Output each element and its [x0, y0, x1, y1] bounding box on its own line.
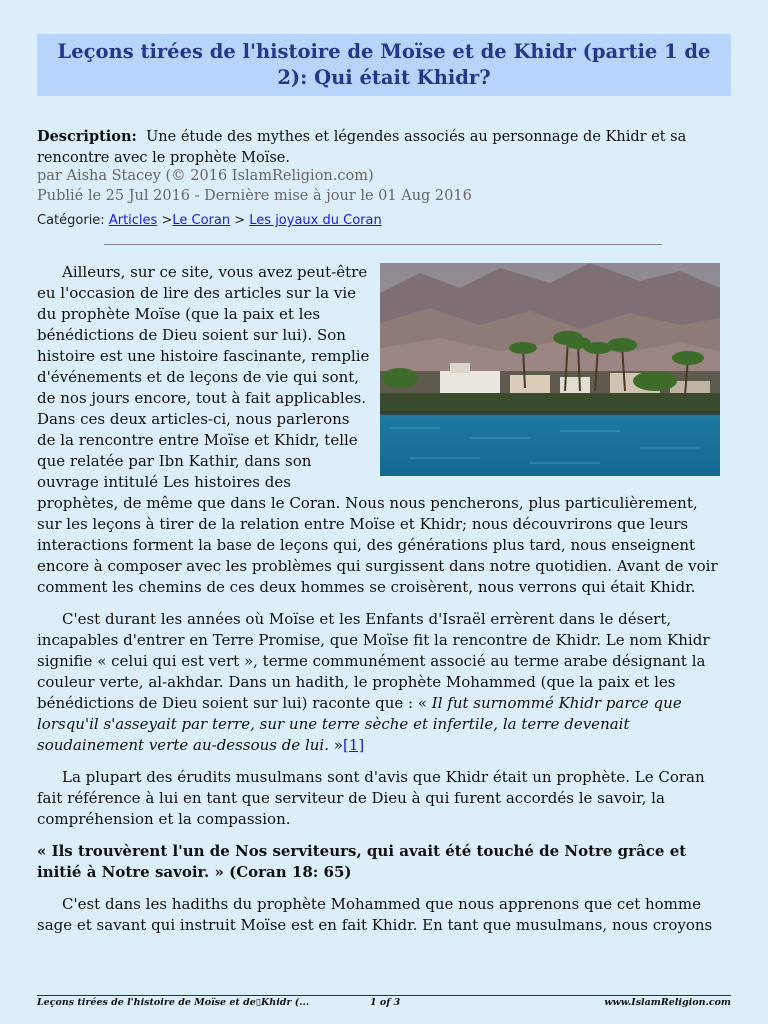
title-banner [37, 34, 731, 96]
category-label: Catégorie: [37, 213, 105, 228]
description-text: Une étude des mythes et légendes associés au personnage de Khidr et sa rencontre avec le prophète Moïse. [37, 129, 687, 166]
paragraph-1: Ailleurs, sur ce site, vous avez peut-être eu l'occasion de lire des articles sur la vie du prophète Moïse (que la paix et les bénédictions de Dieu soient sur lui). Son histoire est une histoire fascinante, remplie d'événements et de leçons de vie qui sont, de nos jours encore, tout à fait applicables. Dans ces deux articles-ci, nous parlerons de la rencontre entre Moïse et Khidr, telle que relatée par Ibn Kathir, dans son ouvrage intitulé Les histoires des prophètes, de même que dans le Coran. Nous nous pencherons, plus particulièrement, sur les leçons à tirer de la relation entre Moïse et Khidr; nous découvrirons que leurs interactions forment la base de leçons qui, des générations plus tard, nous enseignent encore à composer avec les problèmes qui surgissent dans notre quotidien. Avant de voir comment les chemins de ces deux hommes se croisèrent, nous verrons qui était Khidr. [37, 263, 718, 596]
breadcrumb [37, 211, 382, 231]
quran-quote: « Ils trouvèrent l'un de Nos serviteurs, qui avait été touché de Notre grâce et initié à Notre savoir. » (Coran 18: 65) [37, 842, 687, 881]
article-meta [37, 166, 731, 206]
footer-divider [37, 995, 731, 996]
paragraph-2 [37, 609, 720, 756]
page-footer [37, 997, 731, 1011]
paragraph-3: La plupart des érudits musulmans sont d'avis que Khidr était un prophète. Le Coran fait référence à lui en tant que serviteur de Dieu à qui furent accordés le savoir, la compréhension et la compassion. [37, 768, 705, 828]
breadcrumb-articles[interactable]: Articles [108, 213, 158, 228]
breadcrumb-joyaux[interactable]: Les joyaux du Coran [249, 213, 382, 228]
paragraph-2-end: » [333, 736, 343, 754]
coastal-town-photo [380, 263, 720, 476]
dates-line: Publié le 25 Jul 2016 - Dernière mise à jour le 01 Aug 2016 [37, 188, 472, 204]
breadcrumb-coran[interactable]: Le Coran [172, 213, 231, 228]
description [37, 126, 731, 169]
page-number: 1 of 3 [370, 997, 401, 1008]
breadcrumb-separator: > [161, 213, 173, 228]
description-label: Description: [37, 128, 137, 145]
author-line: par Aisha Stacey (© 2016 IslamReligion.com) [37, 168, 374, 184]
divider [104, 244, 662, 245]
hadith-quote: Il fut surnommé Khidr parce que lorsqu'il s'asseyait par terre, sur une terre sèche et infertile, la terre devenait soudainement verte au-dessous de lui. [37, 694, 682, 754]
paragraph-4: C'est dans les hadiths du prophète Mohammed que nous apprenons que cet homme sage et savant qui instruit Moïse est en fait Khidr. En tant que musulmans, nous croyons [37, 895, 713, 934]
breadcrumb-separator: > [234, 213, 246, 228]
page-title: Leçons tirées de l'histoire de Moïse et de Khidr (partie 1 de 2): Qui était Khidr? [57, 40, 711, 89]
footer-title: Leçons tirées de l'histoire de Moïse et de▯Khidr (... [37, 997, 310, 1008]
paragraph-2-start: C'est durant les années où Moïse et les Enfants d'Israël errèrent dans le désert, incapables d'entrer en Terre Promise, que Moïse fit la rencontre de Khidr. Le nom Khidr signifie « celui qui est vert », terme communément associé au terme arabe désignant la couleur verte, al-akhdar. Dans un hadith, le prophète Mohammed (que la paix et les bénédictions de Dieu soient sur lui) raconte que : « [37, 610, 710, 712]
footnote-link[interactable]: [1] [342, 736, 365, 754]
footer-site: www.IslamReligion.com [604, 997, 731, 1008]
